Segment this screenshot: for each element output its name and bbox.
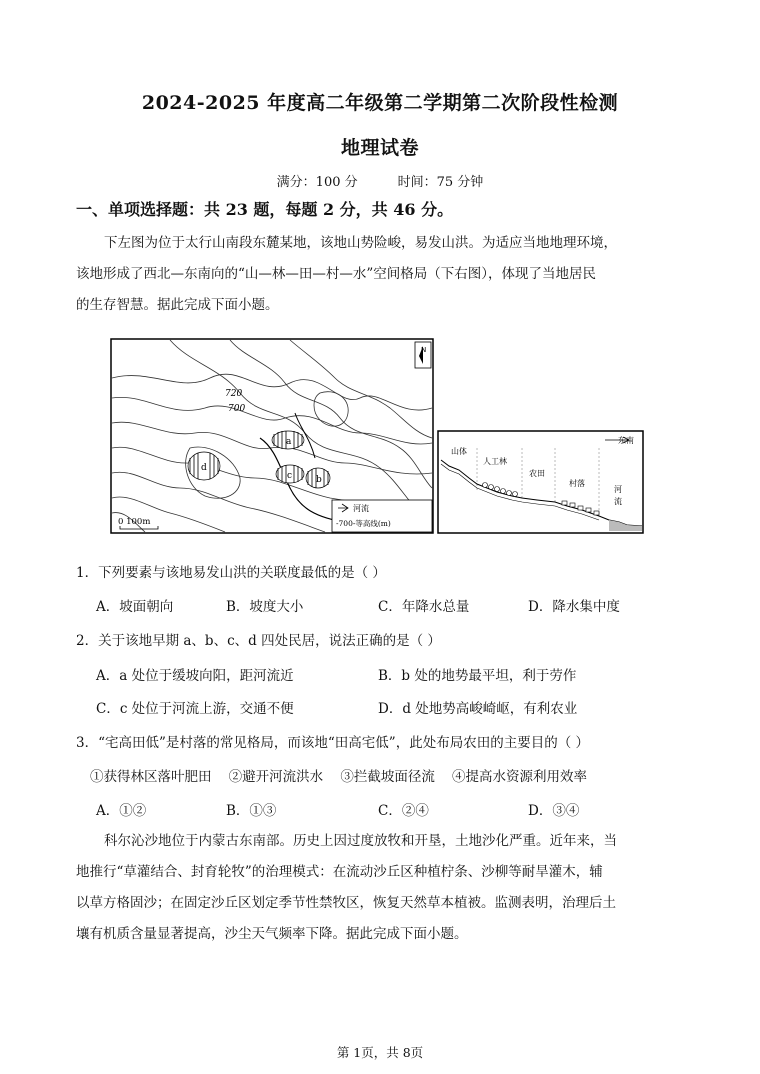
q1-option-a[interactable]: A．坡面朝向 — [96, 599, 174, 615]
q1-option-c[interactable]: C．年降水总量 — [378, 599, 470, 615]
point-c-label: c — [287, 471, 293, 481]
label-mountain: 山体 — [451, 447, 467, 456]
q2-option-c[interactable]: C．c 处位于河流上游，交通不便 — [96, 701, 294, 717]
q1-option-b[interactable]: B．坡度大小 — [226, 599, 304, 615]
passage-2-line: 壤有机质含量显著提高，沙尘天气频率下降。据此完成下面小题。 — [76, 926, 468, 942]
question-3-stem: 3．“宅高田低”是村落的常见格局，而该地“田高宅低”，此处布局农田的主要目的（ ） — [76, 735, 589, 751]
direction-label: 东南 — [618, 436, 634, 445]
passage-2-line: 以草方格固沙；在固定沙丘区划定季节性禁牧区，恢复天然草本植被。监测表明，治理后土 — [76, 895, 616, 911]
point-a-label: a — [286, 437, 292, 447]
score-text: 满分：100 分 — [276, 175, 358, 190]
label-village: 村落 — [569, 479, 585, 488]
passage-1-line: 该地形成了西北—东南向的“山—林—田—村—水”空间格局（下右图），体现了当地居民 — [76, 266, 597, 282]
q1-option-d[interactable]: D．降水集中度 — [528, 599, 620, 615]
q3-option-b[interactable]: B．①③ — [226, 803, 277, 819]
contour-label-720: 720 — [225, 389, 243, 399]
passage-2-line: 科尔沁沙地位于内蒙古东南部。历史上因过度放牧和开垦，土地沙化严重。近年来，当 — [104, 833, 617, 849]
cross-section-diagram — [437, 430, 644, 534]
exam-meta — [0, 171, 760, 190]
q3-option-d[interactable]: D．③④ — [528, 803, 580, 819]
question-1-stem: 1．下列要素与该地易发山洪的关联度最低的是（ ） — [76, 565, 386, 581]
label-river-2: 流 — [614, 497, 622, 506]
point-d-label: d — [201, 463, 207, 473]
time-text: 时间：75 分钟 — [397, 175, 484, 190]
q2-option-b[interactable]: B．b 处的地势最平坦，利于劳作 — [378, 668, 577, 684]
label-farmland: 农田 — [529, 469, 545, 478]
map-legend — [332, 500, 432, 532]
passage-1-line: 的生存智慧。据此完成下面小题。 — [76, 297, 279, 313]
question-2-stem: 2．关于该地早期 a、b、c、d 四处民居，说法正确的是（ ） — [76, 633, 441, 649]
q2-option-d[interactable]: D．d 处地势高峻崎岖，有利农业 — [378, 701, 578, 717]
passage-1 — [76, 228, 688, 321]
passage-1-line: 下左图为位于太行山南段东麓某地，该地山势险峻，易发山洪。为适应当地地理环境， — [104, 235, 617, 251]
page-footer: 第 1页，共 8页 — [336, 1045, 424, 1060]
q3-option-a[interactable]: A．①② — [96, 803, 147, 819]
contour-label-700: 700 — [228, 404, 246, 414]
north-label: N — [421, 346, 427, 354]
exam-title: 2024-2025 年度高二年级第二学期第二次阶段性检测 — [141, 92, 619, 114]
north-arrow-icon — [415, 342, 431, 368]
q3-option-c[interactable]: C．②④ — [378, 803, 429, 819]
exam-subtitle: 地理试卷 — [340, 137, 419, 159]
passage-2-line: 地推行“草灌结合、封育轮牧”的治理模式：在流动沙丘区种植柠条、沙柳等耐旱灌木，辅 — [76, 864, 603, 880]
label-river-1: 河 — [614, 485, 622, 494]
q3-statements: ①获得林区落叶肥田 ②避开河流洪水 ③拦截坡面径流 ④提高水资源利用效率 — [90, 769, 587, 785]
q2-option-a[interactable]: A．a 处位于缓坡向阳，距河流近 — [96, 668, 294, 684]
legend-contour: -700-等高线(m) — [336, 519, 391, 528]
contour-map — [110, 338, 434, 534]
section-title: 一、单项选择题：共 23 题，每题 2 分，共 46 分。 — [76, 200, 454, 219]
label-forest: 人工林 — [483, 457, 507, 466]
scale-label: 0 100m — [118, 517, 151, 527]
passage-2 — [76, 826, 688, 950]
legend-river: 河流 — [353, 504, 369, 513]
point-b-label: b — [316, 475, 322, 485]
